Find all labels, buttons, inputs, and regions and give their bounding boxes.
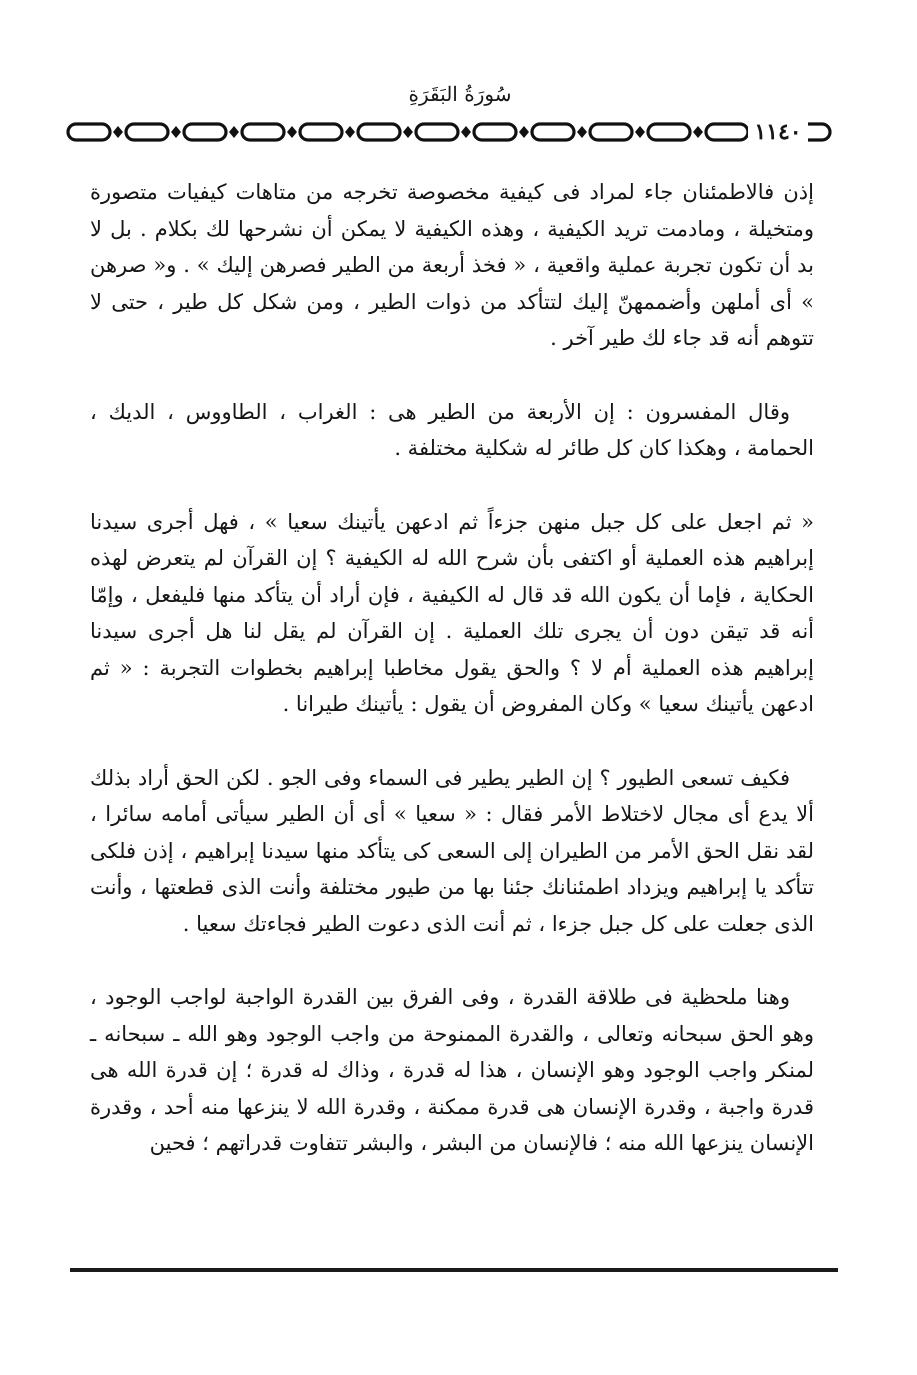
paragraph-2: وقال المفسرون : إن الأربعة من الطير هى : الغراب ، الطاووس ، الديك ، الحمامة ، وهكذا كان كل طائر له شكلية مختلفة . [90,399,814,460]
page-number: ١١٤٠ [748,119,808,145]
paragraph-5: وهنا ملحظية فى طلاقة القدرة ، وفى الفرق بين القدرة الواجبة لواجب الوجود ، وهو الحق سبحانه وتعالى ، والقدرة الممنوحة من واجب الوجود وهو الله ـ سبحانه ـ لمنكر واجب الوجود وهو الإنسان ، هذا له قدرة ، وذاك له قدرة ؛ إن قدرة الله هى قدرة واجبة ، وقدرة الإنسان هى قدرة ممكنة ، وقدرة الله لا ينزعها منه أحد ، وقدرة الإنسان ينزعها الله منه ؛ فالإنسان من البشر ، والبشر تتفاوت قدراتهم ؛ فحين [90,985,814,1155]
footer-rule [70,1268,838,1272]
ornamental-border [64,118,834,146]
paragraph-4: فكيف تسعى الطيور ؟ إن الطير يطير فى السماء وفى الجو . لكن الحق أراد بذلك ألا يدع أى مجال لاختلاط الأمر فقال : « سعيا » أى أن الطير سيأتى أمامه سائرا ، لقد نقل الحق الأمر من الطيران إلى السعى كى يتأكد منها سيدنا إبراهيم ، إذن فلكى تتأكد يا إبراهيم ويزداد اطمئنانك جئنا بها من طيور مختلفة وأنت الذى قطعتها ، وأنت الذى جعلت على كل جبل جزءا ، ثم أنت الذى دعوت الطير فجاءتك سعيا . [90,765,814,936]
page-body [90,174,814,1199]
surah-title: سُورَةُ البَقَرَةِ [408,82,512,106]
paragraph-1: إذن فالاطمئنان جاء لمراد فى كيفية مخصوصة تخرجه من متاهات كيفيات متصورة ومتخيلة ، ومادمت تريد الكيفية ، وهذه الكيفية لا يمكن أن نشرحها لك بكلام . بل لا بد أن تكون تجربة عملية واقعية ، « فخذ أربعة من الطير فصرهن إليك » . و« صرهن » أى أملهن وأضممهنّ إليك لتتأكد من ذوات الطير ، ومن شكل كل طير ، حتى لا تتوهم أنه قد جاء لك طير آخر . [90,180,814,350]
paragraph-3: « ثم اجعل على كل جبل منهن جزءاً ثم ادعهن يأتينك سعيا » ، فهل أجرى سيدنا إبراهيم هذه العملية أو اكتفى بأن شرح الله له الكيفية ؟ إن القرآن لم يتعرض لهذه الحكاية ، فإما أن يكون الله قد قال له الكيفية ، فإن أراد أن يتأكد منها فليفعل ، وإمّا أنه قد تيقن دون أن يجرى تلك العملية . إن القرآن لم يقل لنا هل أجرى سيدنا إبراهيم هذه العملية أم لا ؟ والحق يقول مخاطبا إبراهيم بخطوات التجربة : « ثم ادعهن يأتينك سعيا » وكان المفروض أن يقول : يأتينك طيرانا . [90,509,814,716]
ornament-chain-icon [64,118,834,146]
